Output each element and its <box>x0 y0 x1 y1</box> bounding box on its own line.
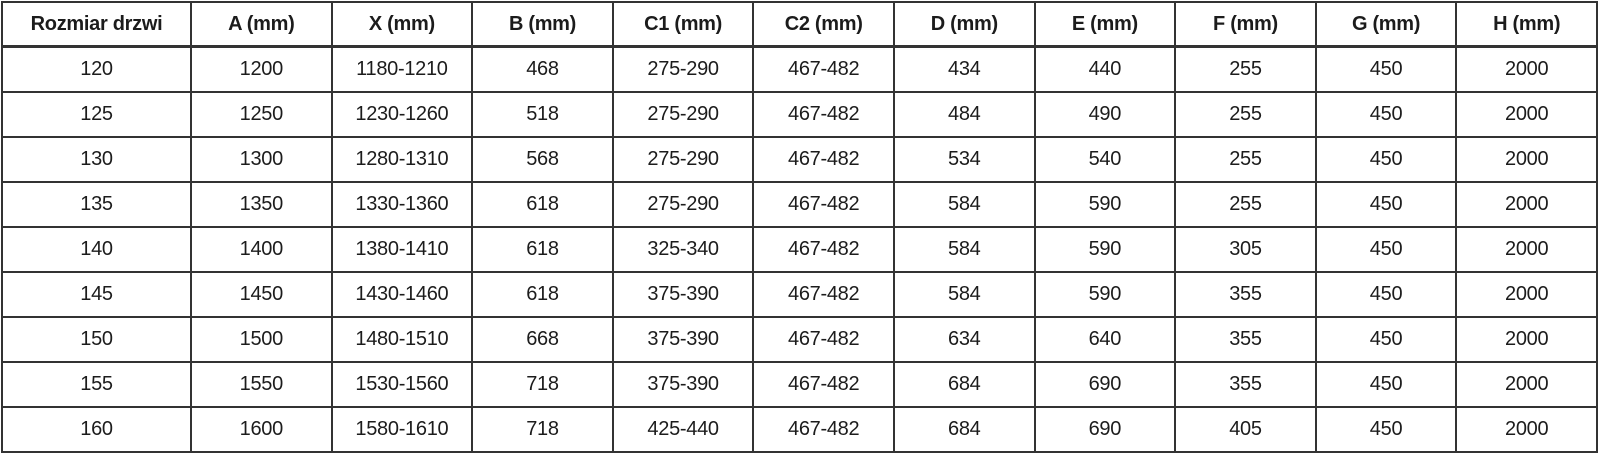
table-cell: 584 <box>894 227 1035 272</box>
table-row <box>2 227 1597 272</box>
door-sizes-table <box>1 1 1598 453</box>
table-cell: 275-290 <box>613 137 754 182</box>
column-header: C1 (mm) <box>613 2 754 47</box>
table-cell: 1250 <box>191 92 332 137</box>
table-cell: 434 <box>894 47 1035 93</box>
table-cell: 2000 <box>1456 227 1597 272</box>
table-cell: 1300 <box>191 137 332 182</box>
column-header: A (mm) <box>191 2 332 47</box>
table-cell: 255 <box>1175 137 1316 182</box>
table-cell: 305 <box>1175 227 1316 272</box>
table-cell: 1180-1210 <box>332 47 473 93</box>
table-cell: 155 <box>2 362 191 407</box>
table-cell: 450 <box>1316 182 1457 227</box>
table-body <box>2 47 1597 453</box>
table-header <box>2 2 1597 47</box>
table-cell: 255 <box>1175 182 1316 227</box>
table-cell: 618 <box>472 227 613 272</box>
table-cell: 275-290 <box>613 182 754 227</box>
table-cell: 275-290 <box>613 47 754 93</box>
table-cell: 375-390 <box>613 317 754 362</box>
table-cell: 467-482 <box>753 47 894 93</box>
column-header: X (mm) <box>332 2 473 47</box>
table-cell: 450 <box>1316 137 1457 182</box>
table-cell: 120 <box>2 47 191 93</box>
table-cell: 684 <box>894 362 1035 407</box>
table-cell: 160 <box>2 407 191 452</box>
table-cell: 1530-1560 <box>332 362 473 407</box>
table-cell: 375-390 <box>613 272 754 317</box>
table-cell: 255 <box>1175 92 1316 137</box>
column-header: G (mm) <box>1316 2 1457 47</box>
table-cell: 1500 <box>191 317 332 362</box>
table-cell: 140 <box>2 227 191 272</box>
table-row <box>2 272 1597 317</box>
table-cell: 568 <box>472 137 613 182</box>
table-cell: 1280-1310 <box>332 137 473 182</box>
table-cell: 450 <box>1316 407 1457 452</box>
table-cell: 2000 <box>1456 182 1597 227</box>
table-cell: 1430-1460 <box>332 272 473 317</box>
table-cell: 467-482 <box>753 407 894 452</box>
table-cell: 540 <box>1035 137 1176 182</box>
table-cell: 145 <box>2 272 191 317</box>
table-row <box>2 92 1597 137</box>
table-cell: 518 <box>472 92 613 137</box>
table-cell: 2000 <box>1456 317 1597 362</box>
table-cell: 135 <box>2 182 191 227</box>
table-cell: 355 <box>1175 272 1316 317</box>
table-row <box>2 182 1597 227</box>
table-cell: 2000 <box>1456 47 1597 93</box>
table-row <box>2 407 1597 452</box>
table-cell: 467-482 <box>753 137 894 182</box>
table-cell: 1380-1410 <box>332 227 473 272</box>
table-cell: 2000 <box>1456 137 1597 182</box>
table-cell: 150 <box>2 317 191 362</box>
table-row <box>2 47 1597 93</box>
table-cell: 584 <box>894 182 1035 227</box>
table-cell: 1400 <box>191 227 332 272</box>
column-header: F (mm) <box>1175 2 1316 47</box>
column-header-rozmiar-drzwi: Rozmiar drzwi <box>2 2 191 47</box>
table-cell: 718 <box>472 362 613 407</box>
table-cell: 405 <box>1175 407 1316 452</box>
table-cell: 1330-1360 <box>332 182 473 227</box>
table-cell: 325-340 <box>613 227 754 272</box>
table-cell: 590 <box>1035 227 1176 272</box>
column-header: D (mm) <box>894 2 1035 47</box>
table-cell: 718 <box>472 407 613 452</box>
table-cell: 618 <box>472 272 613 317</box>
table-cell: 468 <box>472 47 613 93</box>
table-cell: 450 <box>1316 272 1457 317</box>
table-cell: 1450 <box>191 272 332 317</box>
table-cell: 534 <box>894 137 1035 182</box>
table-row <box>2 317 1597 362</box>
table-cell: 1580-1610 <box>332 407 473 452</box>
column-header: C2 (mm) <box>753 2 894 47</box>
table-cell: 590 <box>1035 272 1176 317</box>
table-cell: 1350 <box>191 182 332 227</box>
column-header: H (mm) <box>1456 2 1597 47</box>
table-cell: 450 <box>1316 362 1457 407</box>
table-row <box>2 137 1597 182</box>
table-cell: 467-482 <box>753 92 894 137</box>
table-cell: 584 <box>894 272 1035 317</box>
table-cell: 450 <box>1316 227 1457 272</box>
table-cell: 690 <box>1035 407 1176 452</box>
table-cell: 355 <box>1175 362 1316 407</box>
table-cell: 590 <box>1035 182 1176 227</box>
table-cell: 668 <box>472 317 613 362</box>
table-cell: 484 <box>894 92 1035 137</box>
table-cell: 355 <box>1175 317 1316 362</box>
table-cell: 440 <box>1035 47 1176 93</box>
table-cell: 467-482 <box>753 272 894 317</box>
table-cell: 2000 <box>1456 272 1597 317</box>
table-cell: 618 <box>472 182 613 227</box>
table-cell: 1550 <box>191 362 332 407</box>
table-cell: 1230-1260 <box>332 92 473 137</box>
table-cell: 2000 <box>1456 362 1597 407</box>
table-cell: 490 <box>1035 92 1176 137</box>
table-cell: 375-390 <box>613 362 754 407</box>
table-cell: 125 <box>2 92 191 137</box>
table-cell: 1480-1510 <box>332 317 473 362</box>
table-cell: 2000 <box>1456 407 1597 452</box>
table-cell: 684 <box>894 407 1035 452</box>
table-cell: 275-290 <box>613 92 754 137</box>
table-cell: 450 <box>1316 317 1457 362</box>
table-cell: 467-482 <box>753 317 894 362</box>
table-cell: 467-482 <box>753 182 894 227</box>
table-cell: 467-482 <box>753 362 894 407</box>
table-cell: 1200 <box>191 47 332 93</box>
table-cell: 467-482 <box>753 227 894 272</box>
table-cell: 2000 <box>1456 92 1597 137</box>
table-cell: 255 <box>1175 47 1316 93</box>
table-cell: 690 <box>1035 362 1176 407</box>
header-row <box>2 2 1597 47</box>
table-cell: 130 <box>2 137 191 182</box>
table-cell: 450 <box>1316 92 1457 137</box>
table-cell: 450 <box>1316 47 1457 93</box>
table-cell: 634 <box>894 317 1035 362</box>
table-cell: 640 <box>1035 317 1176 362</box>
table-row <box>2 362 1597 407</box>
column-header: E (mm) <box>1035 2 1176 47</box>
table-cell: 425-440 <box>613 407 754 452</box>
column-header: B (mm) <box>472 2 613 47</box>
table-cell: 1600 <box>191 407 332 452</box>
